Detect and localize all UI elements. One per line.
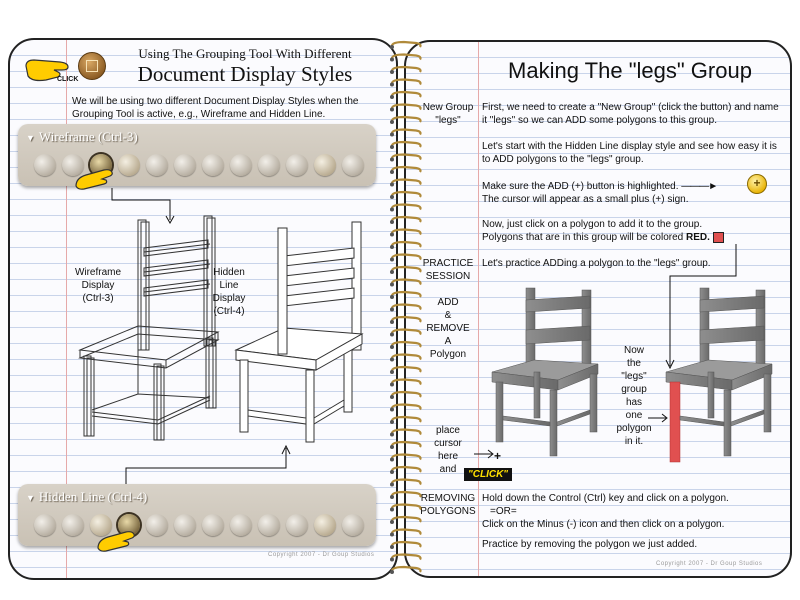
spiral-ring (392, 55, 421, 60)
spiral-ring (392, 530, 421, 535)
display-style-icon[interactable] (286, 514, 308, 536)
paragraph-click-polygon: Now, just click on a polygon to add it to the group. Polygons that are in this group will be colored RED. (482, 218, 782, 244)
spiral-ring (392, 405, 421, 410)
practice-chair-image (486, 286, 606, 462)
intro-text: We will be using two different Document Display Styles when the Grouping Tool is active, e.g., Wireframe and Hidden Line. (72, 96, 359, 120)
spiral-ring (392, 330, 421, 335)
display-style-icon[interactable] (174, 154, 196, 176)
spiral-ring (392, 80, 421, 85)
side-label-new-group: New Group "legs" (422, 102, 474, 126)
right-page (404, 40, 792, 578)
spiral-hole (390, 433, 394, 437)
spiral-hole (390, 295, 394, 299)
hidden-line-caption: Hidden Line Display (Ctrl-4) (212, 267, 246, 317)
display-style-icon[interactable] (174, 514, 196, 536)
wireframe-caption: Wireframe Display (Ctrl-3) (74, 267, 122, 304)
spiral-ring (392, 155, 421, 160)
spiral-hole (390, 570, 394, 574)
cursor-arrow (472, 448, 496, 460)
display-style-icon[interactable] (230, 514, 252, 536)
spiral-hole (390, 508, 394, 512)
spiral-hole (390, 83, 394, 87)
spiral-ring (392, 67, 421, 72)
spiral-ring (392, 142, 421, 147)
spiral-hole (390, 545, 394, 549)
spiral-ring (392, 567, 421, 572)
spiral-hole (390, 470, 394, 474)
page-title: Making The "legs" Group (508, 58, 752, 83)
display-style-icon[interactable] (34, 154, 56, 176)
spiral-ring (392, 117, 421, 122)
connector-arrow (646, 412, 670, 424)
spiral-ring (392, 267, 421, 272)
spiral-hole (390, 458, 394, 462)
copyright: Copyright 2007 - Dr Goup Studios (268, 552, 375, 558)
spiral-hole (390, 133, 394, 137)
spiral-hole (390, 483, 394, 487)
spiral-ring (392, 130, 421, 135)
hidden-line-chair-image (232, 220, 372, 446)
display-style-icon[interactable] (202, 514, 224, 536)
page-title: Document Display Styles (137, 62, 353, 86)
spiral-hole (390, 445, 394, 449)
practice-chair-red-leg-image (660, 286, 780, 466)
display-style-icon[interactable] (118, 154, 140, 176)
left-page (8, 38, 398, 580)
page-subtitle: Using The Grouping Tool With Different (138, 46, 352, 61)
spiral-ring (392, 467, 421, 472)
spiral-ring (392, 455, 421, 460)
display-style-icon[interactable] (342, 154, 364, 176)
display-style-icon[interactable] (146, 154, 168, 176)
spiral-ring (392, 92, 421, 97)
plus-cursor-icon: + (494, 449, 502, 463)
wireframe-chair-image (78, 214, 228, 446)
click-tag: "CLICK" (464, 468, 512, 481)
display-style-icon[interactable] (314, 154, 336, 176)
spiral-hole (390, 220, 394, 224)
paragraph-hidden-line: Let's start with the Hidden Line display style and see how easy it is to ADD polygons to the "legs" group. (482, 141, 777, 165)
wireframe-panel-title[interactable]: ▼ Wireframe (Ctrl-3) (26, 129, 138, 144)
display-style-icon[interactable] (146, 514, 168, 536)
spiral-ring (392, 230, 421, 235)
spiral-hole (390, 333, 394, 337)
spiral-hole (390, 95, 394, 99)
side-label-place-cursor: place cursor here and (434, 425, 462, 475)
spiral-hole (390, 120, 394, 124)
spiral-hole (390, 208, 394, 212)
spiral-ring (392, 392, 421, 397)
spiral-ring (392, 342, 421, 347)
spiral-ring (392, 355, 421, 360)
display-style-icon[interactable] (342, 514, 364, 536)
spiral-hole (390, 308, 394, 312)
hidden-line-panel (18, 484, 376, 546)
spiral-ring (392, 292, 421, 297)
spiral-hole (390, 420, 394, 424)
spiral-ring (392, 542, 421, 547)
spiral-hole (390, 370, 394, 374)
spiral-hole (390, 258, 394, 262)
display-style-icon[interactable] (258, 514, 280, 536)
spiral-ring (392, 517, 421, 522)
spiral-ring (392, 242, 421, 247)
spiral-ring (392, 42, 421, 47)
spiral-hole (390, 395, 394, 399)
spiral-hole (390, 145, 394, 149)
spiral-hole (390, 533, 394, 537)
spiral-ring (392, 167, 421, 172)
spiral-hole (390, 183, 394, 187)
spiral-hole (390, 170, 394, 174)
spiral-ring (392, 555, 421, 560)
display-style-icon[interactable] (34, 514, 56, 536)
spiral-hole (390, 158, 394, 162)
spiral-hole (390, 270, 394, 274)
spiral-hole (390, 283, 394, 287)
spiral-hole (390, 233, 394, 237)
spiral-ring (392, 442, 421, 447)
display-style-icon[interactable] (230, 154, 252, 176)
spiral-hole (390, 245, 394, 249)
spiral-ring (392, 180, 421, 185)
side-label-practice: PRACTICE SESSION (422, 258, 474, 282)
spiral-hole (390, 558, 394, 562)
spiral-hole (390, 345, 394, 349)
hidden-line-panel-title[interactable]: ▼ Hidden Line (Ctrl-4) (26, 489, 148, 504)
spiral-ring (392, 105, 421, 110)
spiral-hole (390, 45, 394, 49)
spiral-ring (392, 205, 421, 210)
paragraph-new-group: First, we need to create a "New Group" (click the button) and name it "legs" so we can ADD some polygons to this group. (482, 102, 779, 126)
spiral-ring (392, 417, 421, 422)
grouping-tool-icon[interactable] (78, 52, 106, 80)
pointing-hand-icon (96, 528, 138, 554)
display-style-icon[interactable] (286, 154, 308, 176)
spiral-ring (392, 255, 421, 260)
display-style-icon[interactable] (314, 514, 336, 536)
wireframe-panel (18, 124, 376, 186)
side-label-add-remove: ADD & REMOVE A Polygon (426, 297, 470, 360)
paragraph-practice: Let's practice ADDing a polygon to the "legs" group. (482, 258, 711, 269)
spiral-ring (392, 305, 421, 310)
spiral-hole (390, 195, 394, 199)
spiral-hole (390, 58, 394, 62)
display-style-icon[interactable] (202, 154, 224, 176)
spiral-ring (392, 380, 421, 385)
add-plus-button-icon[interactable]: + (747, 174, 767, 194)
spiral-hole (390, 495, 394, 499)
spiral-ring (392, 492, 421, 497)
spiral-hole (390, 520, 394, 524)
spiral-hole (390, 358, 394, 362)
paragraph-add-button: Make sure the ADD (+) button is highlighted. ———► The cursor will appear as a small plus (+) sign. (482, 181, 718, 205)
spiral-ring (392, 480, 421, 485)
spiral-ring (392, 367, 421, 372)
spiral-hole (390, 408, 394, 412)
side-label-removing: REMOVING POLYGONS (420, 493, 476, 517)
connector-arrow (120, 444, 300, 488)
spiral-ring (392, 280, 421, 285)
display-style-icon[interactable] (258, 154, 280, 176)
paragraph-removing: Hold down the Control (Ctrl) key and click on a polygon. =OR= Click on the Minus (-) icon and then click on a polygon. Practice by removing the polygon we just added. (482, 493, 729, 550)
display-style-icon[interactable] (62, 514, 84, 536)
spiral-ring (392, 217, 421, 222)
copyright: Copyright 2007 - Dr Goup Studios (656, 561, 763, 567)
spiral-ring (392, 192, 421, 197)
spiral-ring (392, 317, 421, 322)
spiral-ring (392, 430, 421, 435)
spiral-hole (390, 70, 394, 74)
spiral-hole (390, 108, 394, 112)
spiral-hole (390, 383, 394, 387)
now-group-caption: Now the "legs" group has one polygon in it. (616, 345, 652, 447)
click-label: CLICK (57, 76, 79, 83)
spiral-binding (382, 34, 432, 580)
spiral-ring (392, 505, 421, 510)
spiral-hole (390, 320, 394, 324)
